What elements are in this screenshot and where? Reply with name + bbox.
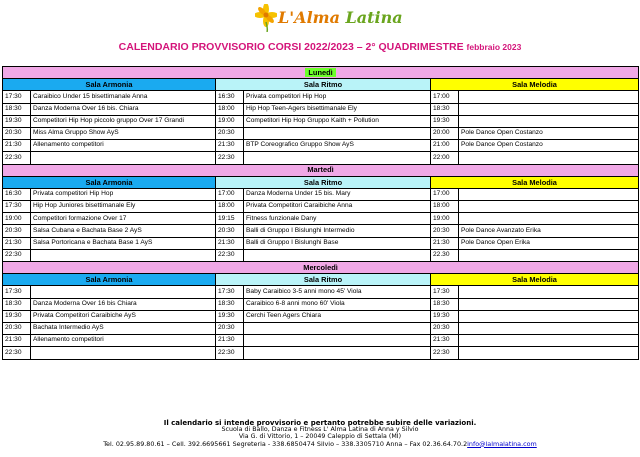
armonia-time: 19:30 xyxy=(3,115,31,127)
armonia-time: 20:30 xyxy=(3,127,31,139)
schedule-row xyxy=(3,152,639,164)
ritmo-time: 17:30 xyxy=(216,286,244,298)
armonia-time: 19:00 xyxy=(3,213,31,225)
room-melodia-header: Sala Melodia xyxy=(431,176,639,188)
ritmo-course: Balli di Gruppo I Bislunghi Intermedio xyxy=(244,225,431,237)
armonia-course: Danza Moderna Over 16 bis. Chiara xyxy=(31,103,216,115)
armonia-time: 22:30 xyxy=(3,249,31,261)
ritmo-time: 20:30 xyxy=(216,225,244,237)
day-name: Martedì xyxy=(307,165,334,175)
armonia-course: Bachata Intermedio AyS xyxy=(31,322,216,334)
ritmo-time: 21:30 xyxy=(216,335,244,347)
ritmo-course xyxy=(244,152,431,164)
ritmo-time: 18:30 xyxy=(216,298,244,310)
melodia-course xyxy=(459,188,639,200)
logo-text: L'Alma Latina xyxy=(278,8,403,27)
armonia-time: 18:30 xyxy=(3,298,31,310)
room-header-row xyxy=(3,79,639,91)
footer-address: Via G. di Vittorio, 1 – 20049 Caleppio di Settala (MI) xyxy=(238,432,402,440)
ritmo-time: 22:30 xyxy=(216,347,244,359)
ritmo-course: Balli di Gruppo I Bislunghi Base xyxy=(244,237,431,249)
ritmo-time: 20:30 xyxy=(216,127,244,139)
ritmo-time: 19:00 xyxy=(216,115,244,127)
day-header-cell xyxy=(3,67,639,79)
ritmo-course: Hip Hop Teen-Agers bisettimanale Ely xyxy=(244,103,431,115)
armonia-course xyxy=(31,347,216,359)
melodia-time: 18:00 xyxy=(431,201,459,213)
melodia-time: 20:30 xyxy=(431,225,459,237)
day-header-cell xyxy=(3,164,639,176)
armonia-time: 22:30 xyxy=(3,152,31,164)
armonia-time: 20:30 xyxy=(3,225,31,237)
melodia-time: 20:00 xyxy=(431,127,459,139)
ritmo-time: 18:00 xyxy=(216,103,244,115)
schedule-row xyxy=(3,335,639,347)
armonia-course: Privata Competitori Caraibiche AyS xyxy=(31,310,216,322)
ritmo-time: 16:30 xyxy=(216,91,244,103)
schedule-table xyxy=(2,66,639,360)
ritmo-course xyxy=(244,127,431,139)
title-sub: febbraio 2023 xyxy=(466,42,522,52)
email-link[interactable]: info@lalmalatina.com xyxy=(467,439,537,448)
room-ritmo-header: Sala Ritmo xyxy=(216,176,431,188)
melodia-course xyxy=(459,201,639,213)
ritmo-course xyxy=(244,335,431,347)
melodia-time: 22:00 xyxy=(431,152,459,164)
ritmo-course: BTP Coreografico Gruppo Show AyS xyxy=(244,140,431,152)
melodia-course: Pole Dance Open Erika xyxy=(459,237,639,249)
armonia-course xyxy=(31,152,216,164)
armonia-time: 17:30 xyxy=(3,201,31,213)
armonia-course: Privata competitori Hip Hop xyxy=(31,188,216,200)
armonia-course: Allenamento competitori xyxy=(31,335,216,347)
schedule-row xyxy=(3,225,639,237)
schedule-row xyxy=(3,286,639,298)
melodia-course xyxy=(459,347,639,359)
melodia-course xyxy=(459,298,639,310)
melodia-time: 17:00 xyxy=(431,188,459,200)
day-header-cell xyxy=(3,262,639,274)
day-header-row xyxy=(3,164,639,176)
melodia-course: Pole Dance Open Costanzo xyxy=(459,127,639,139)
ritmo-time: 22:30 xyxy=(216,249,244,261)
melodia-time: 17:30 xyxy=(431,286,459,298)
room-melodia-header: Sala Melodia xyxy=(431,274,639,286)
melodia-time: 19:30 xyxy=(431,310,459,322)
schedule-row xyxy=(3,347,639,359)
armonia-time: 21:30 xyxy=(3,335,31,347)
footer-school-name: Scuola di Ballo, Danza e Fitness L' Alma Latina di Anna y Silvio xyxy=(221,426,419,434)
ritmo-course: Caraibico 6-8 anni mono 60' Viola xyxy=(244,298,431,310)
armonia-time: 19:30 xyxy=(3,310,31,322)
room-armonia-header: Sala Armonia xyxy=(3,176,216,188)
armonia-course: Competitori formazione Over 17 xyxy=(31,213,216,225)
melodia-course xyxy=(459,249,639,261)
room-ritmo-header: Sala Ritmo xyxy=(216,274,431,286)
schedule-row xyxy=(3,201,639,213)
room-ritmo-header: Sala Ritmo xyxy=(216,79,431,91)
armonia-time: 22:30 xyxy=(3,347,31,359)
room-header-row xyxy=(3,274,639,286)
day-header-row xyxy=(3,262,639,274)
schedule-row xyxy=(3,310,639,322)
footer xyxy=(0,420,640,447)
schedule-row xyxy=(3,298,639,310)
armonia-time: 21:30 xyxy=(3,140,31,152)
armonia-course: Caraibico Under 15 bisettimanale Anna xyxy=(31,91,216,103)
armonia-course: Competitori Hip Hop piccolo gruppo Over 17 Grandi xyxy=(31,115,216,127)
ritmo-course: Danza Moderna Under 15 bis. Mary xyxy=(244,188,431,200)
ritmo-time: 21:30 xyxy=(216,237,244,249)
schedule-row xyxy=(3,188,639,200)
armonia-course: Allenamento competitori xyxy=(31,140,216,152)
armonia-time: 20:30 xyxy=(3,322,31,334)
melodia-course: Pole Dance Avanzato Erika xyxy=(459,225,639,237)
armonia-course: Hip Hop Juniores bisettimanale Ely xyxy=(31,201,216,213)
schedule-row xyxy=(3,237,639,249)
ritmo-time: 20:30 xyxy=(216,322,244,334)
footer-disclaimer: Il calendario si intende provvisorio e pertanto potrebbe subire delle variazioni. xyxy=(163,419,477,427)
ritmo-course: Competitori Hip Hop Gruppo Kaith + Pollution xyxy=(244,115,431,127)
melodia-time: 21:30 xyxy=(431,237,459,249)
schedule-row xyxy=(3,103,639,115)
ritmo-time: 22:30 xyxy=(216,152,244,164)
melodia-time: 19:30 xyxy=(431,115,459,127)
ritmo-time: 19:15 xyxy=(216,213,244,225)
ritmo-course: Fitness funzionale Dany xyxy=(244,213,431,225)
melodia-course xyxy=(459,152,639,164)
schedule-row xyxy=(3,249,639,261)
room-armonia-header: Sala Armonia xyxy=(3,274,216,286)
ritmo-course: Privata Competitori Caraibiche Anna xyxy=(244,201,431,213)
melodia-course xyxy=(459,310,639,322)
melodia-time: 21:30 xyxy=(431,335,459,347)
armonia-course: Salsa Cubana e Bachata Base 2 AyS xyxy=(31,225,216,237)
footer-contacts: Tel. 02.95.89.80.61 – Cell. 392.6695661 Segreteria - 338.6850474 Silvio – 338.3305710 Anna – Fax 02.36.64.70.2info@lalmalatina.com xyxy=(103,439,537,448)
room-melodia-header: Sala Melodia xyxy=(431,79,639,91)
melodia-course xyxy=(459,213,639,225)
ritmo-course: Baby Caraibico 3-5 anni mono 45' Viola xyxy=(244,286,431,298)
schedule-row xyxy=(3,91,639,103)
armonia-course: Danza Moderna Over 16 bis Chiara xyxy=(31,298,216,310)
ritmo-course xyxy=(244,322,431,334)
ritmo-time: 19:30 xyxy=(216,310,244,322)
armonia-time: 17:30 xyxy=(3,91,31,103)
melodia-course xyxy=(459,335,639,347)
schedule-row xyxy=(3,213,639,225)
schedule-row xyxy=(3,140,639,152)
armonia-time: 16:30 xyxy=(3,188,31,200)
melodia-time: 19:00 xyxy=(431,213,459,225)
melodia-course xyxy=(459,322,639,334)
ritmo-course xyxy=(244,347,431,359)
melodia-time: 18:30 xyxy=(431,298,459,310)
melodia-course xyxy=(459,103,639,115)
day-name: Lunedì xyxy=(305,68,335,77)
armonia-time: 21:30 xyxy=(3,237,31,249)
schedule-row xyxy=(3,115,639,127)
melodia-time: 18:30 xyxy=(431,103,459,115)
schedule-row xyxy=(3,127,639,139)
room-header-row xyxy=(3,176,639,188)
melodia-course xyxy=(459,115,639,127)
ritmo-course: Privata competitori Hip Hop xyxy=(244,91,431,103)
ritmo-time: 21:30 xyxy=(216,140,244,152)
armonia-time: 17:30 xyxy=(3,286,31,298)
title-main: CALENDARIO PROVVISORIO CORSI 2022/2023 – 2° QUADRIMESTRE xyxy=(118,41,464,53)
armonia-time: 18:30 xyxy=(3,103,31,115)
schedule-row xyxy=(3,322,639,334)
armonia-course xyxy=(31,249,216,261)
ritmo-course: Cerchi Teen Agers Chiara xyxy=(244,310,431,322)
melodia-course: Pole Dance Open Costanzo xyxy=(459,140,639,152)
melodia-time: 22:30 xyxy=(431,347,459,359)
ritmo-time: 18:00 xyxy=(216,201,244,213)
armonia-course: Miss Alma Gruppo Show AyS xyxy=(31,127,216,139)
page-title xyxy=(0,41,640,53)
day-name: Mercoledì xyxy=(303,262,338,272)
armonia-course: Salsa Portoricana e Bachata Base 1 AyS xyxy=(31,237,216,249)
room-armonia-header: Sala Armonia xyxy=(3,79,216,91)
melodia-time: 22.30 xyxy=(431,249,459,261)
melodia-time: 20:30 xyxy=(431,322,459,334)
ritmo-time: 17:00 xyxy=(216,188,244,200)
melodia-course xyxy=(459,91,639,103)
melodia-time: 17:00 xyxy=(431,91,459,103)
ritmo-course xyxy=(244,249,431,261)
school-logo xyxy=(0,4,640,34)
melodia-time: 21:00 xyxy=(431,140,459,152)
day-header-row xyxy=(3,67,639,79)
armonia-course xyxy=(31,286,216,298)
flower-icon xyxy=(255,4,277,32)
melodia-course xyxy=(459,286,639,298)
